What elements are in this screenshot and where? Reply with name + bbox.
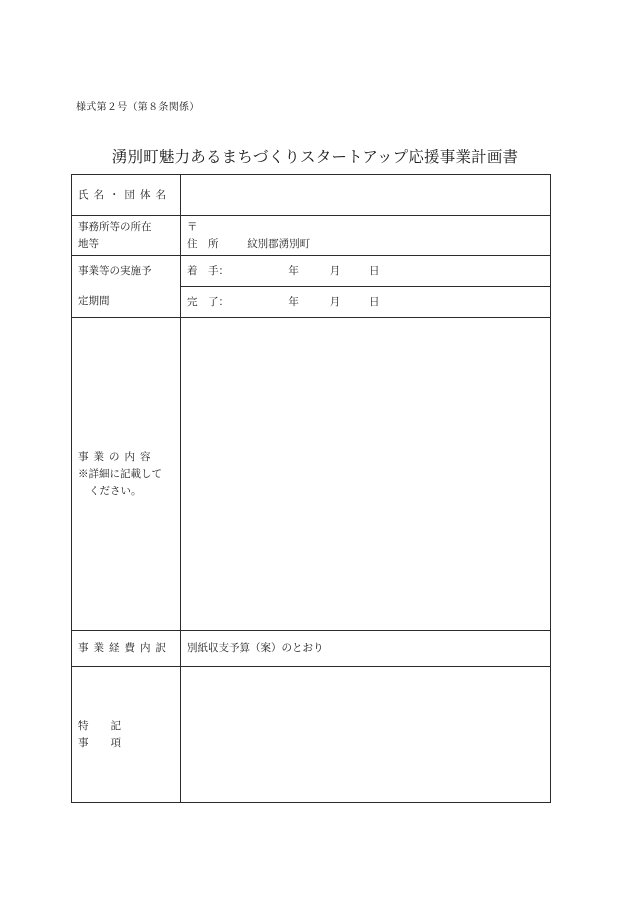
address-label-line2: 地等	[78, 237, 99, 250]
expenses-label: 事業経費内訳	[78, 642, 171, 654]
start-date-field[interactable]	[181, 256, 551, 287]
start-month-unit: 月	[329, 264, 341, 277]
address-label-cell	[72, 216, 181, 256]
remarks-label: 特記事項	[78, 719, 143, 749]
remarks-field[interactable]	[181, 667, 551, 803]
name-label: 氏名・団体名	[78, 188, 171, 201]
end-day-unit: 日	[369, 295, 380, 308]
address-label: 住 所	[187, 237, 219, 250]
end-month-unit: 月	[329, 295, 341, 308]
name-field[interactable]	[181, 175, 551, 216]
end-year-unit: 年	[288, 295, 299, 308]
remarks-label-cell	[72, 667, 181, 803]
period-label-line2: 定期間	[78, 295, 110, 307]
start-year-unit: 年	[288, 264, 299, 277]
row-remarks	[72, 667, 551, 803]
start-day-unit: 日	[369, 264, 380, 277]
postal-mark: 〒	[187, 220, 198, 233]
expenses-value: 別紙収支予算（案）のとおり	[187, 642, 324, 654]
content-label-line2: ※詳細に記載して	[78, 467, 162, 480]
address-label-line1: 事務所等の所在	[78, 220, 152, 233]
plan-form-table	[71, 174, 551, 803]
form-number: 様式第２号（第８条関係）	[76, 102, 200, 113]
row-period-start	[72, 256, 551, 287]
content-label-cell	[72, 318, 181, 631]
row-content	[72, 318, 551, 631]
row-name	[72, 175, 551, 216]
end-label: 完 了：	[187, 295, 229, 308]
address-value: 紋別郡湧別町	[247, 237, 311, 250]
document-title: 湧別町魅力あるまちづくりスタートアップ応援事業計画書	[111, 148, 519, 166]
content-label-line3: ください。	[89, 484, 142, 497]
start-label: 着 手：	[187, 264, 229, 277]
name-label-cell	[72, 175, 181, 216]
period-label-line1: 事業等の実施予	[78, 265, 152, 277]
row-address	[72, 216, 551, 256]
period-label-cell	[72, 256, 181, 318]
content-label-line1: 事業の内容	[78, 450, 156, 463]
expenses-field[interactable]	[181, 631, 551, 667]
row-expenses	[72, 631, 551, 667]
content-field[interactable]	[181, 318, 551, 631]
end-date-field[interactable]	[181, 287, 551, 318]
expenses-label-cell	[72, 631, 181, 667]
address-field[interactable]	[181, 216, 551, 256]
